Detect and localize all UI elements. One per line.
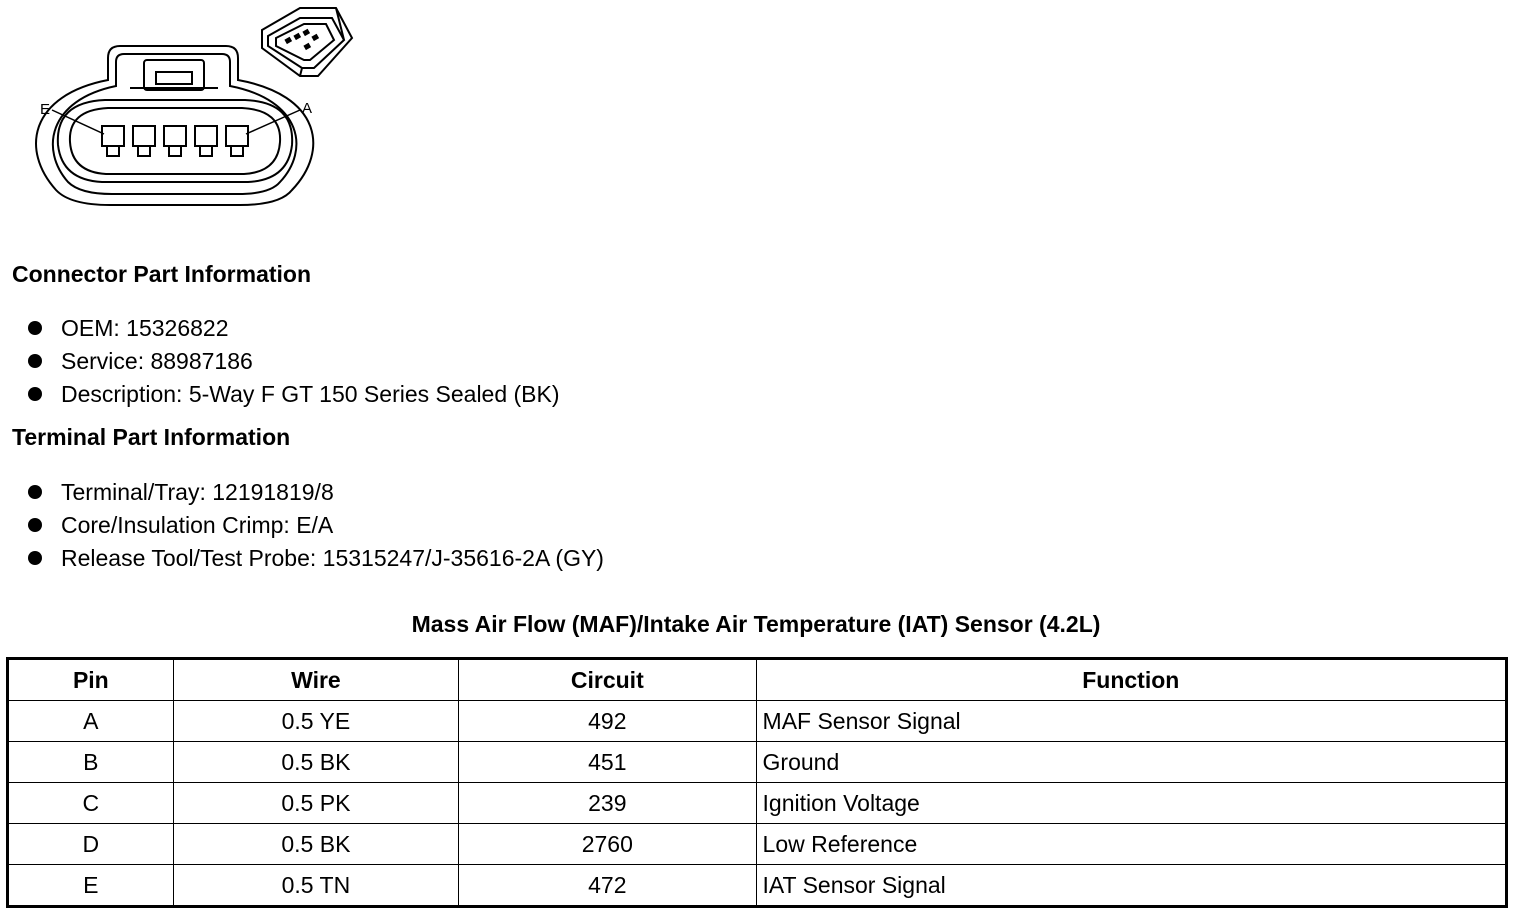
circuit-cell: 492 — [459, 701, 756, 742]
connector-service: Service: 88987186 — [61, 348, 253, 374]
table-row — [8, 701, 1507, 742]
wire-cell: 0.5 PK — [173, 783, 458, 824]
table-row — [8, 742, 1507, 783]
list-item — [28, 509, 604, 542]
function-cell: MAF Sensor Signal — [756, 701, 1506, 742]
function-cell: Ignition Voltage — [756, 783, 1506, 824]
list-item — [28, 312, 560, 345]
terminal-release-tool: Release Tool/Test Probe: 15315247/J-35616-2A (GY) — [61, 545, 604, 571]
list-item — [28, 345, 560, 378]
bullet-icon — [28, 485, 42, 499]
terminal-crimp: Core/Insulation Crimp: E/A — [61, 512, 334, 538]
circuit-cell: 451 — [459, 742, 756, 783]
bullet-icon — [28, 551, 42, 565]
wire-cell: 0.5 BK — [173, 824, 458, 865]
bullet-icon — [28, 518, 42, 532]
table-row — [8, 824, 1507, 865]
pin-cell: A — [8, 701, 174, 742]
function-cell: IAT Sensor Signal — [756, 865, 1506, 907]
table-title: Mass Air Flow (MAF)/Intake Air Temperature (IAT) Sensor (4.2L) — [411, 611, 1101, 637]
pinout-table — [6, 657, 1508, 908]
list-item — [28, 378, 560, 411]
connector-face-diagram — [0, 0, 370, 215]
list-item — [28, 476, 604, 509]
terminal-info-list — [28, 476, 604, 575]
connector-description: Description: 5-Way F GT 150 Series Sealed (BK) — [61, 381, 560, 407]
pin-cell: E — [8, 865, 174, 907]
table-header-row — [8, 659, 1507, 701]
connector-oem: OEM: 15326822 — [61, 315, 229, 341]
pin-label-a: A — [302, 100, 313, 117]
pin-cell: C — [8, 783, 174, 824]
terminal-info-heading: Terminal Part Information — [12, 424, 291, 450]
pin-label-e: E — [40, 101, 51, 118]
wire-cell: 0.5 BK — [173, 742, 458, 783]
function-cell: Ground — [756, 742, 1506, 783]
bullet-icon — [28, 387, 42, 401]
table-row — [8, 865, 1507, 907]
circuit-cell: 2760 — [459, 824, 756, 865]
pin-cell: D — [8, 824, 174, 865]
terminal-tray: Terminal/Tray: 12191819/8 — [61, 479, 334, 505]
connector-info-heading: Connector Part Information — [12, 261, 312, 287]
bullet-icon — [28, 354, 42, 368]
wire-cell: 0.5 TN — [173, 865, 458, 907]
bullet-icon — [28, 321, 42, 335]
wire-cell: 0.5 YE — [173, 701, 458, 742]
pin-cell: B — [8, 742, 174, 783]
list-item — [28, 542, 604, 575]
connector-info-list — [28, 312, 560, 411]
column-header-circuit: Circuit — [459, 659, 756, 701]
function-cell: Low Reference — [756, 824, 1506, 865]
column-header-pin: Pin — [8, 659, 174, 701]
circuit-cell: 472 — [459, 865, 756, 907]
circuit-cell: 239 — [459, 783, 756, 824]
table-row — [8, 783, 1507, 824]
column-header-function: Function — [756, 659, 1506, 701]
column-header-wire: Wire — [173, 659, 458, 701]
